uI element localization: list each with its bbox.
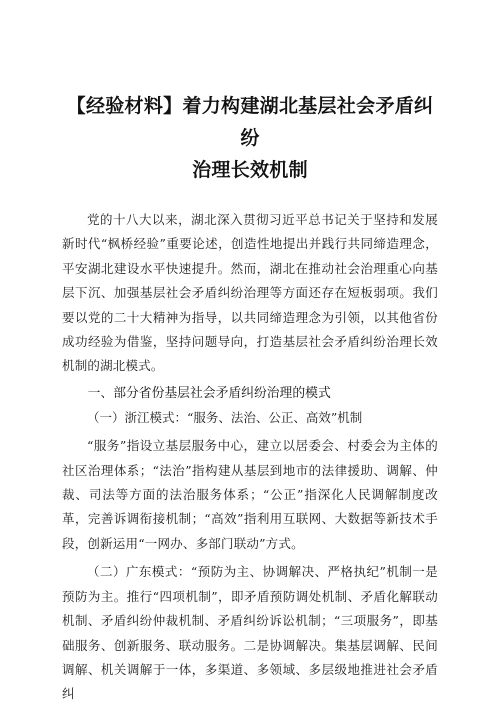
intro-paragraph: 党的十八大以来，湖北深入贯彻习近平总书记关于坚持和发展新时代“枫桥经验”重要论述，创造性地提出并践行共同缔造理念，平安湖北建设水平快速提升。然而，湖北在推动社会治理重心向基层下沉、加强基层社会矛盾纠纷治理等方面还存在短板弱项。我们要以党的二十大精神为指导，以共同缔造理念为引领，以其他省份成功经验为借鉴，坚持问题导向，打造基层社会矛盾纠纷治理长效机制的湖北模式。 xyxy=(62,212,438,374)
guangdong-paragraph: （二）广东模式：“预防为主、协调解决、严格执纪”机制一是预防为主。推行“四项机制”，即矛盾预防调处机制、矛盾化解联动机制、矛盾纠纷仲裁机制、矛盾纠纷诉讼机制；“三项服务”，即基础服务、创新服务、联动服务。二是协调解决。集基层调解、民间调解、机关调解于一体，多渠道、多领域、多层级地推进社会矛盾纠 xyxy=(62,564,438,702)
title-line-1: 【经验材料】着力构建湖北基层社会矛盾纠纷 xyxy=(66,95,434,149)
title-line-2: 治理长效机制 xyxy=(192,159,308,181)
subsection-heading-zhejiang: （一）浙江模式：“服务、法治、公正、高效”机制 xyxy=(87,409,363,425)
section-heading-1: 一、部分省份基层社会矛盾纠纷治理的模式 xyxy=(87,385,331,401)
zhejiang-paragraph: “服务”指设立基层服务中心，建立以居委会、村委会为主体的社区治理体系；“法治”指构建从基层到地市的法律援助、调解、仲裁、司法等方面的法治服务体系；“公正”指深化人民调解制度改革，完善诉调衔接机制；“高效”指利用互联网、大数据等新技术手段，创新运用“一网办、多部门联动”方式。 xyxy=(62,438,438,551)
document-title xyxy=(62,90,438,186)
